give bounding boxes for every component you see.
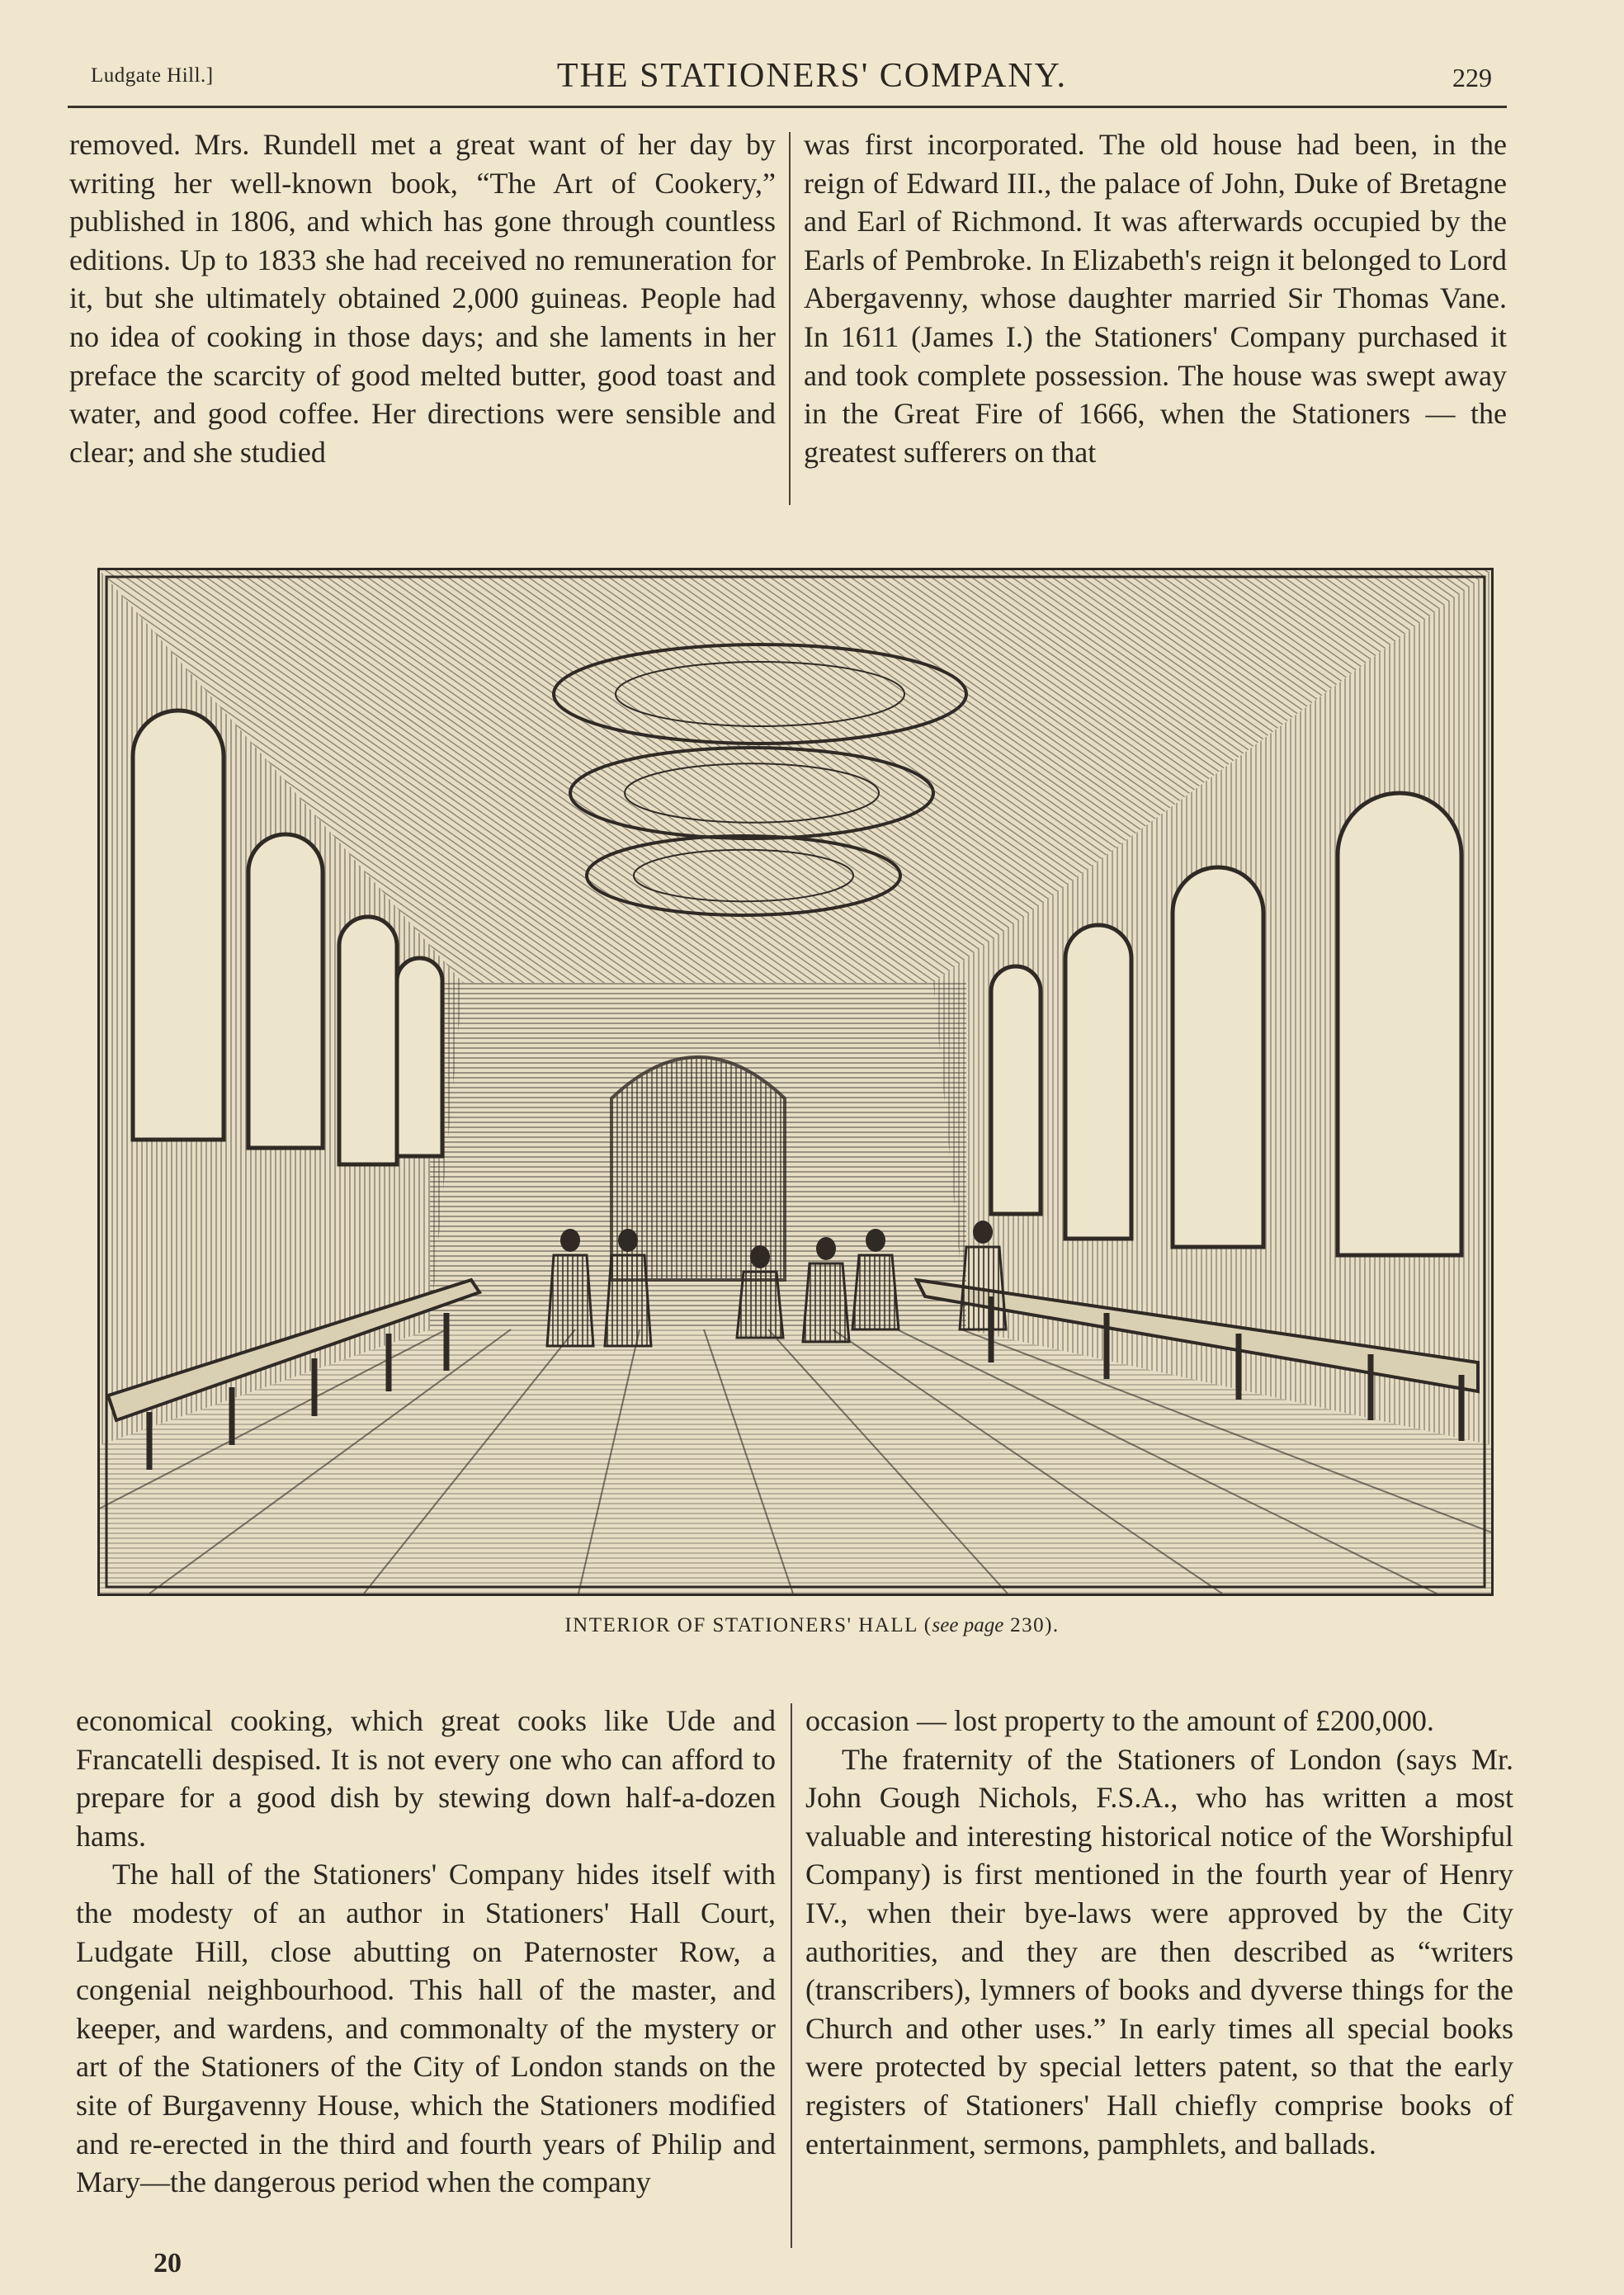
paragraph: The fraternity of the Stationers of London (says Mr. John Gough Nichols, F.S.A., who has written a most valuable and interesting historical notice of the Worshipful Company) is first mentioned in the fourth year of Henry IV., when their bye-laws were approved by the City authorities, and they are then described as “writers (transcribers), lymners of books and dyverse things for the Church and other uses.” In early times all special books were protected by special letters patent, so that the early registers of Stationers' Hall chiefly comprise books of entertainment, sermons, pamphlets, and ballads. bbox=[805, 1742, 1513, 2160]
figure-caption bbox=[0, 1614, 1624, 1637]
engraving-interior-of-hall bbox=[97, 568, 1494, 1596]
page-number: 229 bbox=[1452, 63, 1492, 92]
column-divider-top bbox=[789, 132, 791, 505]
text-column-bottom-right bbox=[805, 1702, 1513, 2230]
paragraph: economical cooking, which great cooks like Ude and Francatelli despised. It is not every one who can afford to prepare for a good dish by stewing down half-a-dozen hams. bbox=[76, 1704, 776, 1853]
figure-body bbox=[852, 1255, 899, 1329]
text-column-bottom-left bbox=[76, 1702, 776, 2230]
paragraph: The hall of the Stationers' Company hides itself with the modesty of an author in Stationers' Hall Court, Ludgate Hill, close abutting on Paternoster Row, a congenial neighbourhood. This hall of the master, and keeper, and wardens, and commonalty of the mystery or art of the Stationers of the City of London stands on the site of Burgavenny House, which the Stationers modified and re-erected in the third and fourth years of Philip and Mary—the dangerous period when the company bbox=[76, 1858, 776, 2199]
signature-mark: 20 bbox=[153, 2248, 182, 2278]
arched-window bbox=[248, 834, 323, 1148]
arched-window bbox=[1338, 793, 1461, 1255]
paragraph: occasion — lost property to the amount of £200,000. bbox=[805, 1704, 1434, 1737]
figure-head bbox=[866, 1229, 885, 1252]
figure-body bbox=[547, 1255, 593, 1346]
paragraph: removed. Mrs. Rundell met a great want of her day by writing her well-known book, “The Art of Cookery,” published in 1806, and which has gone through countless editions. Up to 1833 she had received no remuneration for it, but she ultimately obtained 2,000 guineas. People had no idea of cooking in those days; and she laments in her preface the scarcity of good melted butter, good toast and water, and good coffee. Her directions were sensible and clear; and she studied bbox=[69, 128, 776, 469]
caption-page-ref: 230). bbox=[1003, 1614, 1060, 1636]
column-divider-bottom bbox=[791, 1703, 792, 2248]
figure-head bbox=[618, 1229, 638, 1252]
arched-window bbox=[339, 917, 397, 1164]
running-head-title: THE STATIONERS' COMPANY. bbox=[556, 57, 1068, 95]
figure-body bbox=[803, 1263, 849, 1342]
running-head-location: Ludgate Hill.] bbox=[91, 64, 214, 87]
text-column-top-left bbox=[69, 125, 776, 513]
figure-head bbox=[560, 1229, 580, 1252]
engraving-illustration bbox=[100, 570, 1491, 1594]
text-column-top-right bbox=[804, 125, 1507, 513]
arched-window bbox=[991, 966, 1041, 1214]
header-rule bbox=[68, 106, 1507, 108]
arched-window bbox=[133, 711, 224, 1140]
figure-head bbox=[973, 1221, 993, 1244]
figure-head bbox=[750, 1245, 770, 1268]
figure-body bbox=[960, 1247, 1006, 1329]
figure-head bbox=[816, 1237, 836, 1260]
arched-window bbox=[397, 958, 442, 1156]
figure-body bbox=[737, 1272, 783, 1338]
arched-window bbox=[1173, 867, 1263, 1247]
paragraph: was first incorporated. The old house had been, in the reign of Edward III., the palace of John, Duke of Bretagne and Earl of Richmond. It was afterwards occupied by the Earls of Pembroke. In Elizabeth's reign it belonged to Lord Abergavenny, whose daughter married Sir Thomas Vane. In 1611 (James I.) the Stationers' Company purchased it and took complete possession. The house was swept away in the Great Fire of 1666, when the Stationers — the greatest sufferers on that bbox=[804, 128, 1507, 469]
figure-body bbox=[605, 1255, 651, 1346]
arched-window bbox=[1065, 925, 1131, 1239]
caption-see-page: see page bbox=[932, 1614, 1004, 1636]
caption-text: INTERIOR OF STATIONERS' HALL ( bbox=[564, 1614, 932, 1636]
